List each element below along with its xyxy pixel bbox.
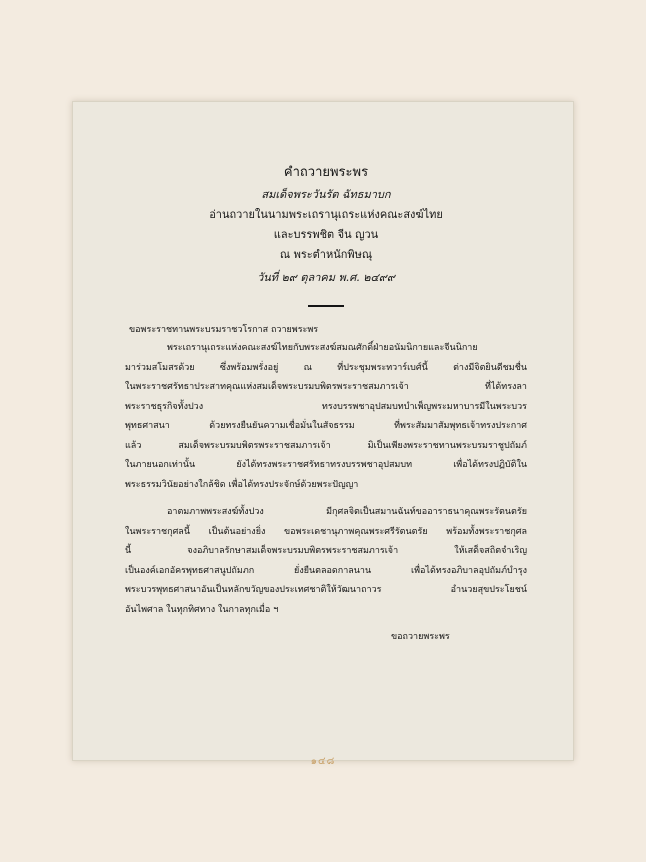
paragraph-1 bbox=[125, 339, 527, 495]
document-date: วันที่ ๒๙ ตุลาคม พ.ศ. ๒๔๙๙ bbox=[257, 271, 395, 284]
heading-line-3: อ่านถวายในนามพระเถรานุเถระแห่งคณะสงฆ์ไทย bbox=[209, 208, 443, 221]
closing-line: ขอถวายพระพร bbox=[391, 632, 450, 642]
paragraph-line: เป็นองค์เอกอัครพุทธศาสนูปถัมภก ยั่งยืนตลอดกาลนาน เพื่อได้ทรงอภิบาลอุปถัมภ์บำรุง bbox=[125, 565, 527, 576]
paragraph-line: พุทธศาสนา ด้วยทรงยืนยันความเชื่อมั่นในสัจธรรม ที่พระสัมมาสัมพุทธเจ้าทรงประกาศ bbox=[125, 421, 527, 431]
paragraph-line: อาตมภาพพระสงฆ์ทั้งปวง มีกุศลจิตเป็นสมานฉันท์ขออาราธนาคุณพระรัตนตรัย bbox=[167, 507, 527, 517]
document-body bbox=[125, 162, 527, 646]
heading-line-5: ณ พระตำหนักพิษณุ bbox=[279, 248, 373, 261]
paragraph-line: พระเถรานุเถระแห่งคณะสงฆ์ไทยกับพระสงฆ์สมณศักดิ์ฝ่ายอนัมนิกายและจีนนิกาย bbox=[167, 343, 478, 353]
paragraph-line: พระบวรพุทธศาสนาอันเป็นหลักขวัญของประเทศชาติให้วัฒนาถาวร อำนวยสุขประโยชน์ bbox=[125, 585, 527, 595]
paragraph-2 bbox=[125, 503, 527, 620]
page-number: ๑๔๘ bbox=[310, 756, 336, 767]
heading-line-4: และบรรพชิต จีน ญวน bbox=[273, 228, 379, 241]
heading-divider bbox=[308, 305, 344, 307]
salutation: ขอพระราชทานพระบรมราชวโรกาส ถวายพระพร bbox=[129, 325, 319, 335]
paragraph-line: นี้ จงอภิบาลรักษาสมเด็จพระบรมบพิตรพระราชสมภารเจ้า ให้เสด็จสถิตจำเริญ bbox=[125, 546, 527, 556]
paragraph-line: มาร่วมสโมสรด้วย ซึ่งพร้อมพรั่งอยู่ ณ ที่ประชุมพระทวาร์เบศ์นี้ ต่างมีจิตยินดีชมชื่น bbox=[125, 362, 527, 373]
document-subtitle: สมเด็จพระวันรัต ฉัทธมาบก bbox=[261, 188, 391, 201]
document-page bbox=[72, 101, 574, 761]
paragraph-line: แล้ว สมเด็จพระบรมบพิตรพระราชสมภารเจ้า มิเป็นเพียงพระราชทานพระบรมราชูปถัมภ์ bbox=[125, 440, 527, 451]
paragraph-line: ในพระราชกุศลนี้ เป็นต้นอย่างยิ่ง ขอพระเดชานุภาพคุณพระศรีรัตนตรัย พร้อมทั้งพระราชกุศล bbox=[125, 526, 527, 537]
paragraph-line: ในภายนอกเท่านั้น ยังได้ทรงพระราชศรัทธาทรงบรรพชาอุปสมบท เพื่อได้ทรงปฏิบัติใน bbox=[125, 460, 527, 470]
paragraph-line: พระธรรมวินัยอย่างใกล้ชิด เพื่อได้ทรงประจักษ์ด้วยพระปัญญา bbox=[125, 479, 359, 490]
document-title: คำถวายพระพร bbox=[283, 165, 369, 180]
paragraph-line: ในพระราชศรัทธาประสาทคุณแห่งสมเด็จพระบรมบพิตรพระราชสมภารเจ้า ที่ได้ทรงลา bbox=[125, 382, 527, 392]
paragraph-line: อันไพศาล ในทุกทิศทาง ในกาลทุกเมื่อ ฯ bbox=[125, 604, 279, 615]
paragraph-line: พระราชธุรกิจทั้งปวง ทรงบรรพชาอุปสมบทบำเพ็ญพระมหาบารมีในพระบวร bbox=[125, 401, 527, 412]
